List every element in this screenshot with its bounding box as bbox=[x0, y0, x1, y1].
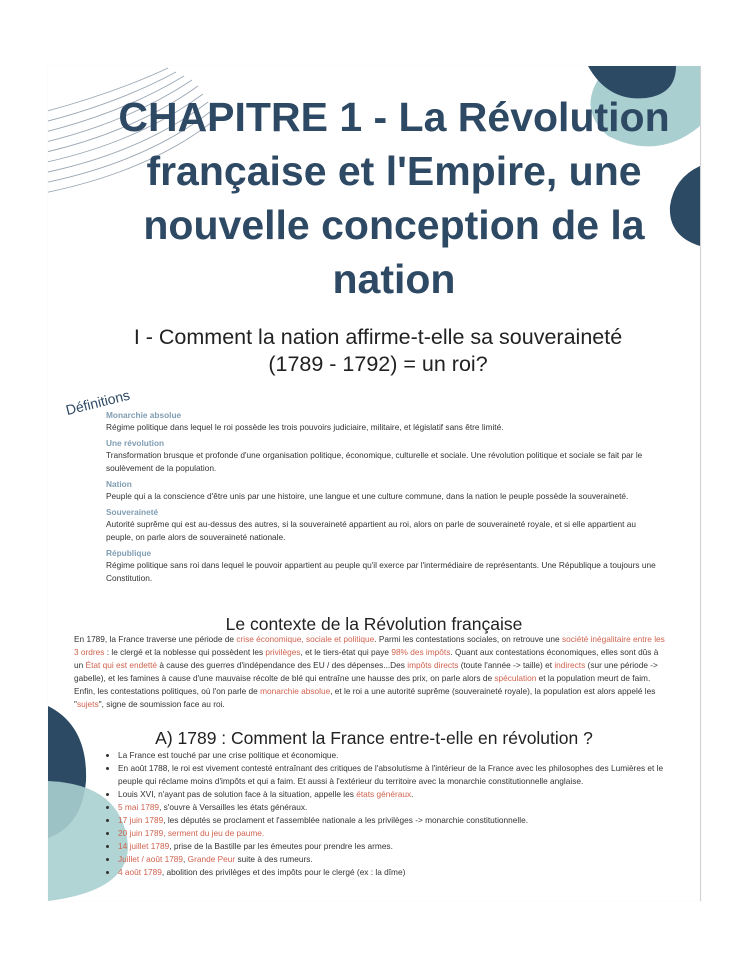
events-list bbox=[106, 749, 680, 879]
list-item bbox=[118, 788, 680, 801]
text-run: (toute l'année -> taille) et bbox=[458, 660, 555, 670]
text-run: : le clergé et la noblesse qui possèdent les bbox=[104, 647, 266, 657]
text-run: , abolition des privilèges et des impôts pour le clergé (ex : la dîme) bbox=[161, 867, 406, 877]
chapter-title: CHAPITRE 1 - La Révolution française et l'Empire, une nouvelle conception de la nation bbox=[118, 94, 670, 302]
text-run: Louis XVI, n'ayant pas de solution face à la situation, appelle les bbox=[118, 789, 357, 799]
definition-text: Transformation brusque et profonde d'une organisation politique, économique, culturelle et sociale. Une révolution politique et sociale se fait par le soulèvement de la population. bbox=[106, 450, 643, 473]
highlight-term: sujets bbox=[76, 699, 99, 709]
text-run: . Quant aux contestations économiques, elles sont dûs à un bbox=[74, 647, 659, 670]
section-1-heading-line2: (1789 - 1792) = un roi? bbox=[268, 352, 488, 376]
text-run: , les députés se proclament et l'assemblée nationale a les privilèges -> monarchie constitutionnelle. bbox=[163, 815, 528, 825]
list-item bbox=[118, 801, 680, 814]
highlight-term: société inégalitaire entre les 3 ordres bbox=[74, 634, 665, 657]
highlight-term: spéculation bbox=[494, 673, 537, 683]
definition-term: Une révolution bbox=[106, 438, 165, 448]
definitions-label: Définitions bbox=[64, 386, 132, 418]
highlight-term: 14 juillet 1789 bbox=[118, 841, 170, 851]
text-run: , et le roi a une autorité suprême (souveraineté royale), la population est alors appelé les " bbox=[74, 686, 656, 709]
definition-text: Autorité suprême qui est au-dessus des autres, si la souveraineté appartient au roi, alors on parle de souveraineté royale, et si elle appartient au peuple, on parle alors de souveraineté nationale. bbox=[106, 519, 636, 542]
text-run: (sur une période -> gabelle), et les famines à cause d'une mauvaise récolte de blé qui entraîne une hausse des prix, on parle alors de bbox=[74, 660, 658, 683]
document-page bbox=[48, 66, 701, 901]
section-a-heading: A) 1789 : Comment la France entre-t-elle en révolution ? bbox=[155, 728, 593, 748]
highlight-term: 98% des impôts bbox=[391, 647, 451, 657]
highlight-term: monarchie absolue bbox=[260, 686, 331, 696]
definition-text: Régime politique sans roi dans lequel le pouvoir appartient au peuple qu'il exerce par l'intermédiaire de représentants. Une République a toujours une Constitution. bbox=[106, 560, 656, 583]
definition-term: Souveraineté bbox=[106, 507, 159, 517]
definition-term: Nation bbox=[106, 479, 132, 489]
definition-text: Peuple qui a la conscience d'être unis par une histoire, une langue et une culture commune, dans la nation le peuple possède la souveraineté. bbox=[106, 491, 629, 501]
text-run: En 1789, la France traverse une période de bbox=[74, 634, 237, 644]
text-run: suite à des rumeurs. bbox=[235, 854, 313, 864]
text-run: La France est touché par une crise politique et économique. bbox=[118, 750, 339, 760]
highlight-term: État qui est endetté bbox=[85, 660, 158, 670]
highlight-term: indirects bbox=[554, 660, 586, 670]
text-run: , et le tiers-état qui paye bbox=[300, 647, 392, 657]
definition-term: Monarchie absolue bbox=[106, 410, 182, 420]
definition-term: République bbox=[106, 548, 152, 558]
text-run: , bbox=[183, 854, 188, 864]
context-paragraph bbox=[74, 633, 668, 711]
text-run: ", signe de soumission face au roi. bbox=[98, 699, 225, 709]
list-item bbox=[118, 762, 680, 788]
text-run: En août 1788, le roi est vivement contesté entraînant des critiques de l'absolutisme à l'intérieur de la France avec les philosophes des Lumières et le peuple qui réclame moins d'impôts et qui a faim. Et aussi à l'extérieur du territoire avec la monarchie constitutionnelle anglaise. bbox=[118, 763, 664, 786]
list-item bbox=[118, 866, 680, 879]
list-item bbox=[118, 827, 680, 840]
highlight-term: crise économique, sociale et politique bbox=[236, 634, 375, 644]
highlight-term: 4 août 1789 bbox=[118, 867, 162, 877]
highlight-term: Grande Peur bbox=[187, 854, 236, 864]
section-1-heading bbox=[78, 324, 678, 378]
list-item bbox=[118, 853, 680, 866]
highlight-term: privilèges bbox=[265, 647, 301, 657]
highlight-term: états généraux bbox=[356, 789, 412, 799]
context-heading: Le contexte de la Révolution française bbox=[225, 614, 523, 634]
text-run: à cause des guerres d'indépendance des EU / des dépenses...Des bbox=[157, 660, 408, 670]
text-run: . bbox=[411, 789, 414, 799]
highlight-term: 5 mai 1789 bbox=[118, 802, 160, 812]
highlight-term: impôts directs bbox=[407, 660, 459, 670]
text-run: , prise de la Bastille par les émeutes pour prendre les armes. bbox=[169, 841, 393, 851]
text-run: , s'ouvre à Versailles les états généraux. bbox=[159, 802, 308, 812]
highlight-term: 17 juin 1789 bbox=[118, 815, 164, 825]
highlight-term: 20 juin 1789, serment du jeu de paume. bbox=[118, 828, 265, 838]
section-1-heading-line1: I - Comment la nation affirme-t-elle sa souveraineté bbox=[133, 325, 623, 349]
list-item bbox=[118, 814, 680, 827]
text-run: et la population meurt de faim. Enfin, les contestations politiques, où l'on parle de bbox=[74, 673, 651, 696]
list-item bbox=[118, 749, 680, 762]
definitions-list bbox=[106, 407, 662, 586]
list-item bbox=[118, 840, 680, 853]
highlight-term: Juillet / août 1789 bbox=[118, 854, 184, 864]
text-run: . Parmi les contestations sociales, on retrouve une bbox=[374, 634, 562, 644]
definition-text: Régime politique dans lequel le roi possède les trois pouvoirs judiciaire, militaire, et législatif sans être limité. bbox=[106, 422, 504, 432]
